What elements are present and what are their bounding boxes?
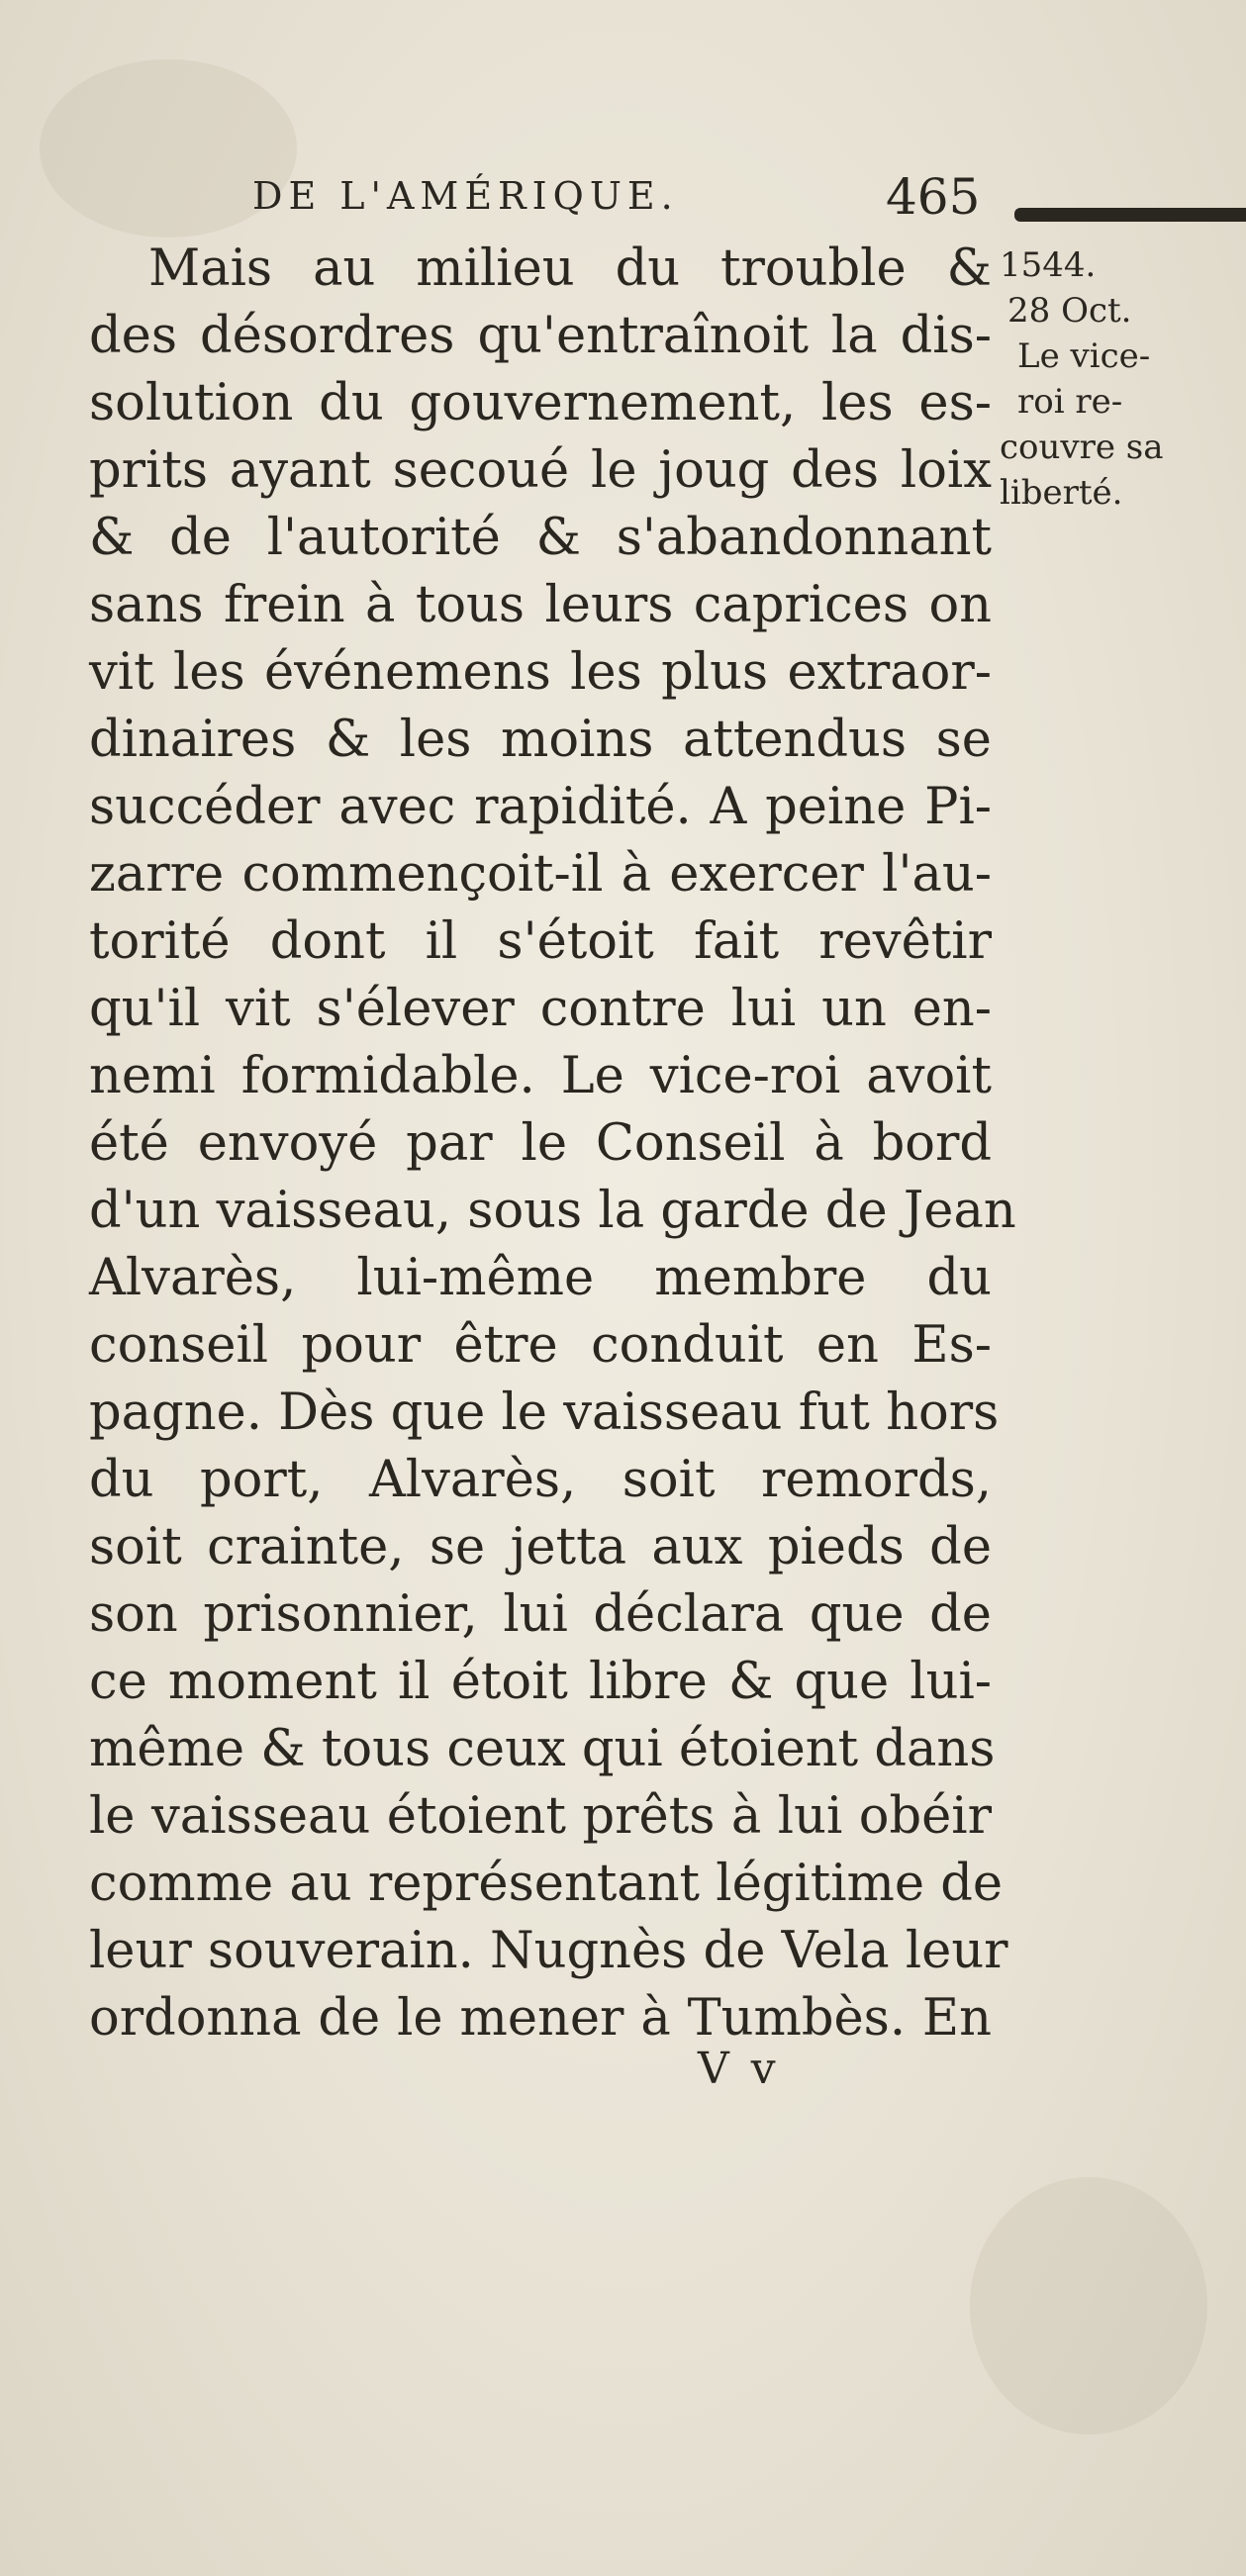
text-line: succéder avec rapidité. A peine Pi-	[89, 778, 992, 836]
text-line: du port, Alvarès, soit remords,	[89, 1451, 992, 1509]
signature-mark: V v	[698, 2044, 780, 2094]
paper-stain	[970, 2177, 1207, 2434]
margin-note-line: liberté.	[1000, 473, 1123, 513]
text-line: des désordres qu'entraînoit la dis-	[89, 307, 992, 365]
text-line: conseil pour être conduit en Es-	[89, 1316, 992, 1375]
text-line: pagne. Dès que le vaisseau fut hors	[89, 1383, 1000, 1442]
margin-note-line: couvre sa	[1000, 428, 1164, 467]
text-line: torité dont il s'étoit fait revêtir	[89, 912, 992, 971]
text-line: prits ayant secoué le joug des loix	[89, 441, 992, 500]
text-line: vit les événemens les plus extraor-	[89, 643, 992, 702]
text-line: été envoyé par le Conseil à bord	[89, 1114, 992, 1173]
text-line: nemi formidable. Le vice-roi avoit	[89, 1047, 992, 1105]
text-line: qu'il vit s'élever contre lui un en-	[89, 980, 992, 1038]
margin-note-line: roi re-	[1017, 382, 1123, 422]
running-title: DE L'AMÉRIQUE.	[252, 174, 679, 218]
margin-note-line: Le vice-	[1017, 336, 1151, 376]
page-header	[252, 168, 1202, 228]
marginal-note	[1000, 242, 1207, 516]
text-line: Alvarès, lui-même membre du	[89, 1249, 992, 1307]
body-text	[89, 236, 1016, 2052]
margin-note-line: 1544.	[1000, 245, 1097, 285]
text-line: ordonna de le mener à Tumbès. En	[89, 1989, 992, 2048]
text-line: son prisonnier, lui déclara que de	[89, 1585, 992, 1644]
text-line: d'un vaisseau, sous la garde de Jean	[89, 1182, 1016, 1240]
page-number: 465	[886, 168, 981, 226]
text-line: le vaisseau étoient prêts à lui obéir	[89, 1787, 992, 1846]
text-line: Mais au milieu du trouble &	[148, 239, 992, 298]
text-line: comme au représentant légitime de	[89, 1855, 1004, 1913]
text-line: soit crainte, se jetta aux pieds de	[89, 1518, 992, 1576]
text-line: leur souverain. Nugnès de Vela leur	[89, 1922, 1008, 1980]
text-line: sans frein à tous leurs caprices on	[89, 576, 992, 634]
text-line: dinaires & les moins attendus se	[89, 711, 992, 769]
text-line: ce moment il étoit libre & que lui-	[89, 1653, 992, 1711]
text-line: solution du gouvernement, les es-	[89, 374, 992, 432]
text-line: zarre commençoit-il à exercer l'au-	[89, 845, 992, 904]
text-line: même & tous ceux qui étoient dans	[89, 1720, 996, 1778]
text-line: & de l'autorité & s'abandonnant	[89, 509, 992, 567]
margin-note-line: 28 Oct.	[1007, 291, 1132, 331]
header-rule	[1014, 208, 1246, 222]
